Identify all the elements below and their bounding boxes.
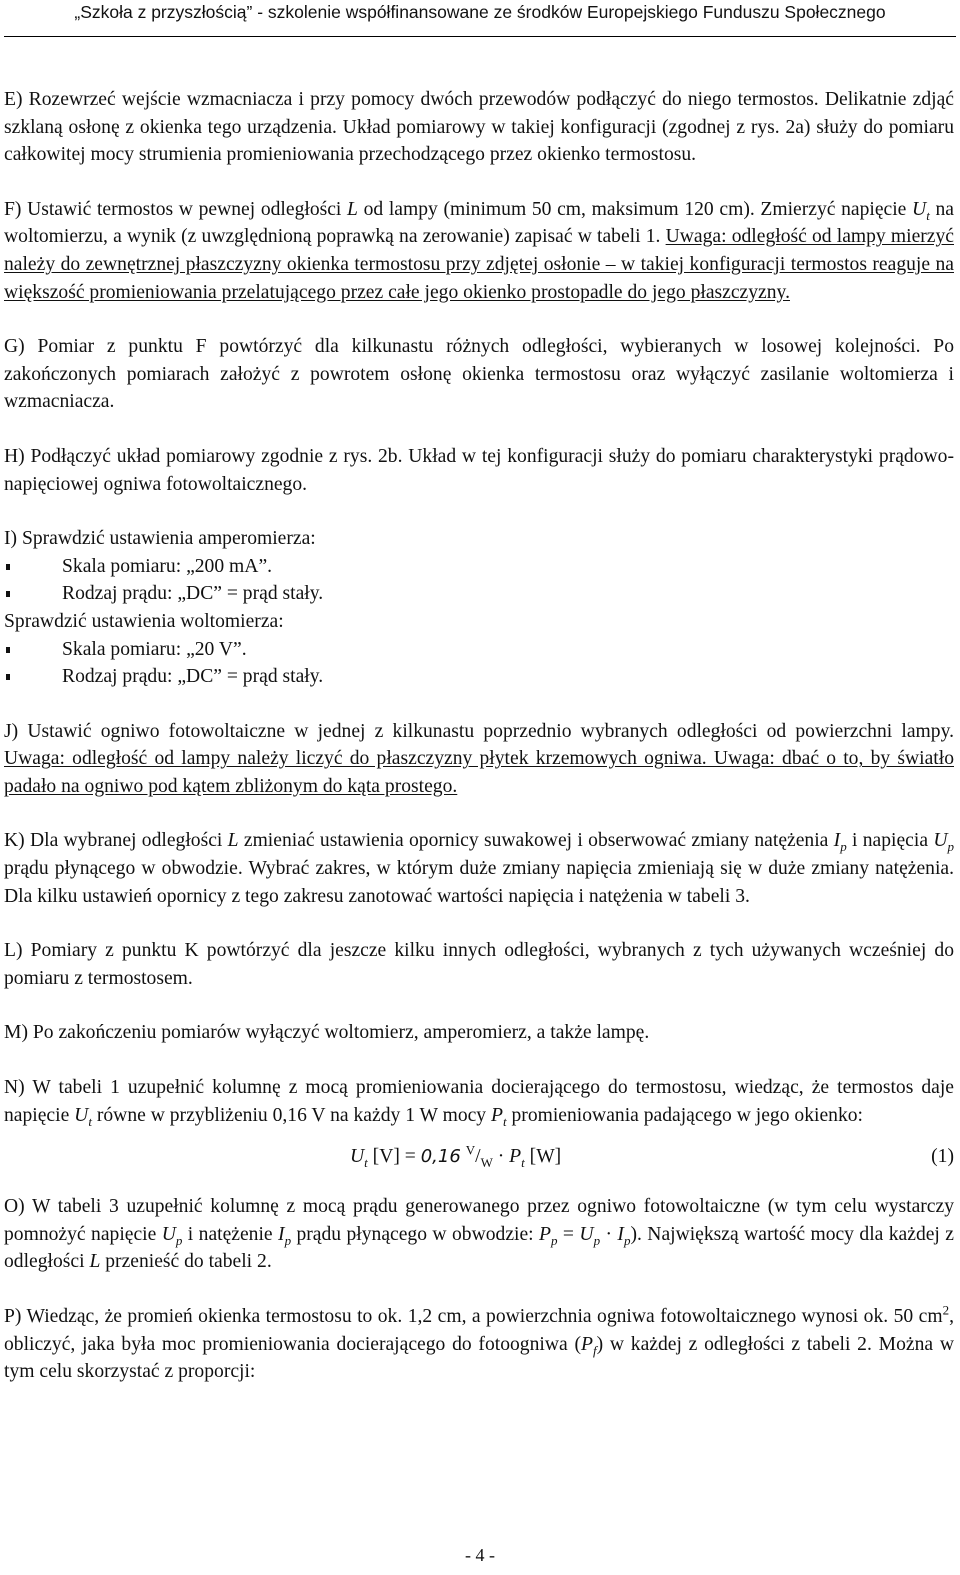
paragraph-p-text-1: ) Wiedząc, że promień okienka termostosu to ok. 1,2 cm, a powierzchnia ogniwa fotowoltaicznego wynosi ok. 50 cm bbox=[14, 1306, 943, 1327]
paragraph-j-note: Uwaga: odległość od lampy należy liczyć do płaszczyzny płytek krzemowych ogniwa. Uwaga: dbać o to, by światło padało na ogniwo pod kątem zbliżonym do kąta prostego. bbox=[4, 748, 954, 797]
paragraph-p-text-2: , obliczyć, jaka była moc promieniowania docierającego do fotoogniwa ( bbox=[4, 1306, 954, 1355]
step-label-p: P bbox=[4, 1306, 15, 1327]
subscript-p: p bbox=[551, 1232, 558, 1248]
formula-p: P bbox=[539, 1223, 552, 1245]
equation-1 bbox=[4, 1143, 954, 1173]
step-label-o: O bbox=[4, 1196, 19, 1218]
paragraph-o-text-4: ). Największą wartość mocy dla każdej z odległości bbox=[4, 1223, 954, 1273]
list-item: Skala pomiaru: „20 V”. bbox=[4, 636, 954, 664]
paragraph-j-text: ) Ustawić ogniwo fotowoltaiczne w jednej z kilkunastu poprzednio wybranych odległości od powierzchni lampy. bbox=[11, 720, 954, 742]
formula-i: I bbox=[617, 1223, 624, 1245]
variable-u: U bbox=[74, 1104, 89, 1126]
formula-u: U bbox=[579, 1223, 594, 1245]
step-label-h: H bbox=[4, 445, 19, 467]
eq-coefficient: 0,16 bbox=[420, 1146, 461, 1168]
header-divider bbox=[4, 36, 956, 37]
list-item: Rodzaj prądu: „DC” = prąd stały. bbox=[4, 580, 954, 608]
step-label-g: G bbox=[4, 336, 19, 358]
subscript-t: t bbox=[502, 1113, 507, 1129]
paragraph-e bbox=[4, 86, 954, 169]
eq-slash: / bbox=[475, 1146, 481, 1168]
voltmeter-heading: Sprawdzić ustawienia woltomierza: bbox=[4, 610, 284, 632]
eq-dot: · bbox=[492, 1146, 510, 1168]
step-label-n: N bbox=[4, 1077, 19, 1099]
eq-unit-v: [V] = bbox=[367, 1146, 421, 1168]
subscript-p: p bbox=[840, 839, 847, 855]
variable-p: P bbox=[580, 1333, 593, 1355]
paragraph-n-text-1: ) W tabeli 1 uzupełnić kolumnę z mocą promieniowania docierającego do termostosu, wiedząc, że termostos daje napięcie bbox=[4, 1077, 954, 1126]
paragraph-k-text-1: ) Dla wybranej odległości bbox=[18, 830, 228, 852]
paragraph-f-text-2: od lampy (minimum 50 cm, maksimum 120 cm). Zmierzyć napięcie bbox=[357, 198, 913, 220]
subscript-p: p bbox=[947, 839, 954, 855]
paragraph-o-text-5: przenieść do tabeli 2. bbox=[100, 1251, 272, 1273]
variable-l: L bbox=[227, 830, 239, 852]
step-label-e: E bbox=[4, 89, 16, 110]
paragraph-l-text: ) Pomiary z punktu K powtórzyć dla jeszcze kilku innych odległości, wybranych z tych używanych wcześniej do pomiaru z termostosem. bbox=[4, 940, 954, 989]
page-number: - 4 - bbox=[465, 1545, 495, 1565]
paragraph-i-text: ) Sprawdzić ustawienia amperomierza: bbox=[10, 528, 316, 550]
variable-u: U bbox=[912, 198, 927, 220]
paragraph-p-text-3: ) w każdej z odległości z tabeli 2. Można w tym celu skorzystać z proporcji: bbox=[4, 1333, 954, 1383]
subscript-p: p bbox=[623, 1232, 631, 1248]
paragraph-n bbox=[4, 1074, 954, 1129]
paragraph-f-text-1: ) Ustawić termostos w pewnej odległości bbox=[14, 198, 348, 220]
paragraph-n-text-3: promieniowania padającego w jego okienko: bbox=[506, 1104, 863, 1126]
paragraph-k bbox=[4, 827, 954, 910]
variable-u: U bbox=[161, 1223, 176, 1245]
paragraph-k-text-4: prądu płynącego w obwodzie. Wybrać zakres, w którym duże zmiany napięcia zmieniają się w duże zmiany natężenia. Dla kilku ustawień opornicy z tego zakresu zanotować wartości napięcia i natężenia w tabeli 3. bbox=[4, 858, 954, 907]
step-label-k: K bbox=[4, 830, 19, 852]
formula-times: · bbox=[600, 1223, 618, 1245]
paragraph-k-text-3: i napięcia bbox=[846, 830, 934, 852]
paragraph-o bbox=[4, 1193, 954, 1276]
paragraph-e-text: ) Rozewrzeć wejście wzmacniacza i przy pomocy dwóch przewodów podłączyć do niego termostos. Delikatnie zdjąć szklaną osłonę z okienka tego urządzenia. Układ pomiarowy w takiej konfiguracji (zgodnej z rys. 2a) służy do pomiaru całkowitej mocy strumienia promieniowania przechodzącego przez okienko termostosu. bbox=[4, 89, 954, 166]
eq-unit-numerator: V bbox=[465, 1142, 476, 1158]
equation-number: (1) bbox=[931, 1146, 954, 1168]
paragraph-g bbox=[4, 333, 954, 416]
paragraph-o-text-3: prądu płynącego w obwodzie: bbox=[291, 1223, 540, 1245]
paragraph-m bbox=[4, 1019, 954, 1047]
document-body bbox=[4, 86, 954, 1413]
paragraph-f bbox=[4, 196, 954, 306]
paragraph-j bbox=[4, 718, 954, 801]
subscript-p: p bbox=[175, 1232, 183, 1248]
eq-subscript-t: t bbox=[521, 1155, 525, 1171]
variable-p: P bbox=[491, 1104, 503, 1126]
subscript-t: t bbox=[88, 1113, 92, 1129]
paragraph-f-text-3: na woltomierzu, a wynik (z uwzględnioną poprawką na zerowanie) zapisać w tabeli 1. bbox=[4, 198, 954, 248]
page-header: „Szkoła z przyszłością” - szkolenie współfinansowane ze środków Europejskiego Funduszu Społecznego bbox=[74, 2, 886, 22]
subscript-p: p bbox=[284, 1232, 292, 1248]
variable-l: L bbox=[347, 198, 358, 220]
subscript-p: p bbox=[593, 1232, 601, 1248]
step-label-f: F bbox=[4, 198, 15, 220]
variable-i: I bbox=[278, 1223, 285, 1245]
eq-variable-p: P bbox=[509, 1146, 522, 1168]
subscript-f: f bbox=[592, 1342, 597, 1358]
superscript-2: 2 bbox=[942, 1302, 950, 1318]
formula-equals: = bbox=[557, 1223, 580, 1245]
equation-body bbox=[350, 1143, 561, 1171]
subscript-t: t bbox=[926, 207, 930, 223]
eq-subscript-t: t bbox=[364, 1155, 368, 1171]
step-label-i: I bbox=[4, 528, 11, 550]
eq-unit-w: [W] bbox=[524, 1146, 562, 1168]
variable-i: I bbox=[833, 830, 841, 852]
list-item: Rodzaj prądu: „DC” = prąd stały. bbox=[4, 663, 954, 691]
paragraph-p bbox=[4, 1303, 954, 1386]
step-label-m: M bbox=[4, 1022, 22, 1044]
paragraph-m-text: ) Po zakończeniu pomiarów wyłączyć woltomierz, amperomierz, a także lampę. bbox=[21, 1022, 650, 1044]
paragraph-k-text-2: zmieniać ustawienia opornicy suwakowej i obserwować zmiany natężenia bbox=[238, 830, 834, 852]
step-label-l: L bbox=[4, 940, 16, 962]
paragraph-n-text-2: równe w przybliżeniu 0,16 V na każdy 1 W mocy bbox=[91, 1104, 492, 1126]
paragraph-f-note: Uwaga: odległość od lampy mierzyć należy do zewnętrznej płaszczyzny okienka termostosu przy zdjętej osłonie – w takiej konfiguracji termostos reaguje na większość promieniowania przelatującego przez całe jego okienko prostopadle do jego płaszczyzny. bbox=[4, 226, 954, 303]
list-item: Skala pomiaru: „200 mA”. bbox=[4, 553, 954, 581]
paragraph-h-text: ) Podłączyć układ pomiarowy zgodnie z rys. 2b. Układ w tej konfiguracji służy do pomiaru charakterystyki prądowo-napięciowej ogniwa fotowoltaicznego. bbox=[4, 445, 954, 495]
paragraph-o-text-1: ) W tabeli 3 uzupełnić kolumnę z mocą prądu generowanego przez ogniwo fotowoltaiczne (w tym celu wystarczy pomnożyć napięcie bbox=[4, 1196, 954, 1245]
eq-variable-u: U bbox=[350, 1146, 365, 1168]
paragraph-l bbox=[4, 937, 954, 992]
variable-l: L bbox=[89, 1251, 101, 1273]
paragraph-g-text: ) Pomiar z punktu F powtórzyć dla kilkunastu różnych odległości, wybieranych w losowej kolejności. Po zakończonych pomiarach założyć z powrotem osłonę okienka termostosu oraz wyłączyć zasilanie woltomierza i wzmacniacza. bbox=[4, 336, 954, 413]
paragraph-i bbox=[4, 525, 954, 691]
eq-unit-denominator: W bbox=[480, 1155, 493, 1171]
step-label-j: J bbox=[4, 720, 12, 742]
paragraph-o-text-2: i natężenie bbox=[182, 1223, 279, 1245]
variable-u: U bbox=[933, 830, 948, 852]
paragraph-h bbox=[4, 443, 954, 498]
paragraph-i-intro bbox=[4, 525, 954, 553]
